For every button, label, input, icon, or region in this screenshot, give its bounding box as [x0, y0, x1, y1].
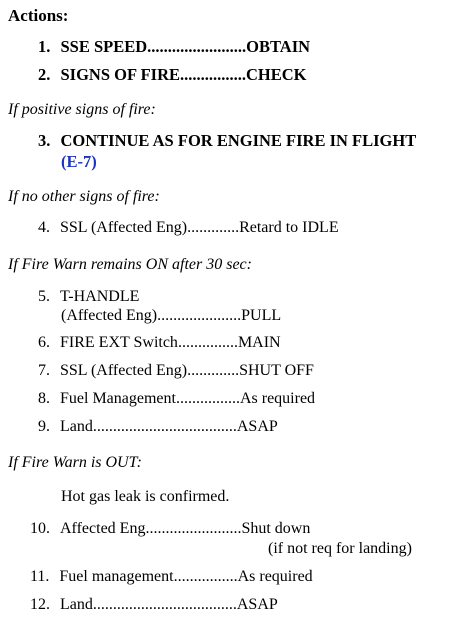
- step-number: 3.: [38, 131, 51, 150]
- condition-no-other-signs: If no other signs of fire:: [8, 188, 160, 205]
- step-dots: .............: [187, 362, 240, 379]
- step-number: 11.: [30, 568, 50, 585]
- checklist-step-1: [38, 37, 310, 57]
- step-item: FIRE EXT Switch: [60, 334, 178, 351]
- step-item: SSL (Affected Eng): [60, 219, 188, 236]
- hot-gas-note: Hot gas leak is confirmed.: [61, 488, 230, 505]
- step-number: 1.: [38, 37, 51, 56]
- checklist-step-11: [30, 567, 313, 587]
- step-number: 6.: [38, 334, 50, 351]
- step-number: 12.: [30, 596, 50, 613]
- checklist-step-2: [38, 65, 307, 85]
- checklist-step-5: [38, 287, 139, 307]
- step-dots: .....................: [157, 307, 242, 324]
- checklist-step-4: [38, 218, 339, 238]
- step-action: ASAP: [236, 418, 278, 435]
- step-dots: .............: [187, 219, 240, 236]
- condition-positive-fire: If positive signs of fire:: [8, 101, 156, 118]
- step-number: 8.: [38, 390, 50, 407]
- step-3-reference: [61, 152, 97, 172]
- step-dots: ....................................: [92, 596, 237, 613]
- step-action: Shut down: [241, 520, 311, 537]
- step-dots: ........................: [147, 37, 247, 56]
- step-dots: ................: [175, 390, 240, 407]
- step-dots: ................: [180, 65, 246, 84]
- condition-fire-warn-on: If Fire Warn remains ON after 30 sec:: [8, 256, 252, 273]
- step-item: Land: [60, 418, 93, 435]
- step-action: OBTAIN: [246, 37, 311, 56]
- step-action: Retard to IDLE: [239, 219, 339, 236]
- step-item: SIGNS OF FIRE: [60, 65, 180, 84]
- step-action: As required: [239, 390, 316, 407]
- checklist-step-10: [30, 519, 310, 539]
- step-item: Fuel Management: [60, 390, 176, 407]
- checklist-step-6: [38, 333, 281, 353]
- checklist-step-12: [30, 595, 278, 615]
- step-number: 9.: [38, 418, 50, 435]
- step-action: ASAP: [236, 596, 278, 613]
- step-number: 4.: [38, 219, 50, 236]
- step-dots: ................: [173, 568, 238, 585]
- step-dots: ....................................: [92, 418, 237, 435]
- reference-open-paren: (: [61, 152, 67, 171]
- step-number: 5.: [38, 288, 50, 305]
- step-dots: ........................: [145, 520, 242, 537]
- step-item-line1: T-HANDLE: [60, 288, 140, 305]
- checklist-step-5-line2: [61, 306, 281, 326]
- step-item: Land: [60, 596, 93, 613]
- step-action: PULL: [241, 307, 282, 324]
- step-action: SHUT OFF: [239, 362, 314, 379]
- step-number: 2.: [38, 65, 51, 84]
- step-dots: ...............: [177, 334, 238, 351]
- checklist-step-7: [38, 361, 314, 381]
- section-title: Actions:: [8, 6, 69, 25]
- checklist-step-9: [38, 417, 278, 437]
- step-item: Affected Eng: [60, 520, 146, 537]
- step-item-line2: (Affected Eng): [61, 307, 158, 324]
- step-number: 10.: [30, 520, 50, 537]
- step-action: MAIN: [237, 334, 281, 351]
- step-item: Fuel management: [59, 568, 174, 585]
- step-10-condition-note: (if not req for landing): [268, 540, 412, 557]
- step-text: CONTINUE AS FOR ENGINE FIRE IN FLIGHT: [60, 131, 417, 150]
- reference-link-e7[interactable]: E-7: [66, 152, 92, 171]
- step-item: SSE SPEED: [60, 37, 148, 56]
- checklist-step-8: [38, 389, 315, 409]
- condition-fire-warn-out: If Fire Warn is OUT:: [8, 454, 142, 471]
- step-number: 7.: [38, 362, 50, 379]
- step-action: CHECK: [246, 65, 307, 84]
- checklist-step-3: [38, 131, 416, 151]
- step-item: SSL (Affected Eng): [60, 362, 188, 379]
- step-action: As required: [237, 568, 313, 585]
- reference-close-paren: ): [91, 152, 97, 171]
